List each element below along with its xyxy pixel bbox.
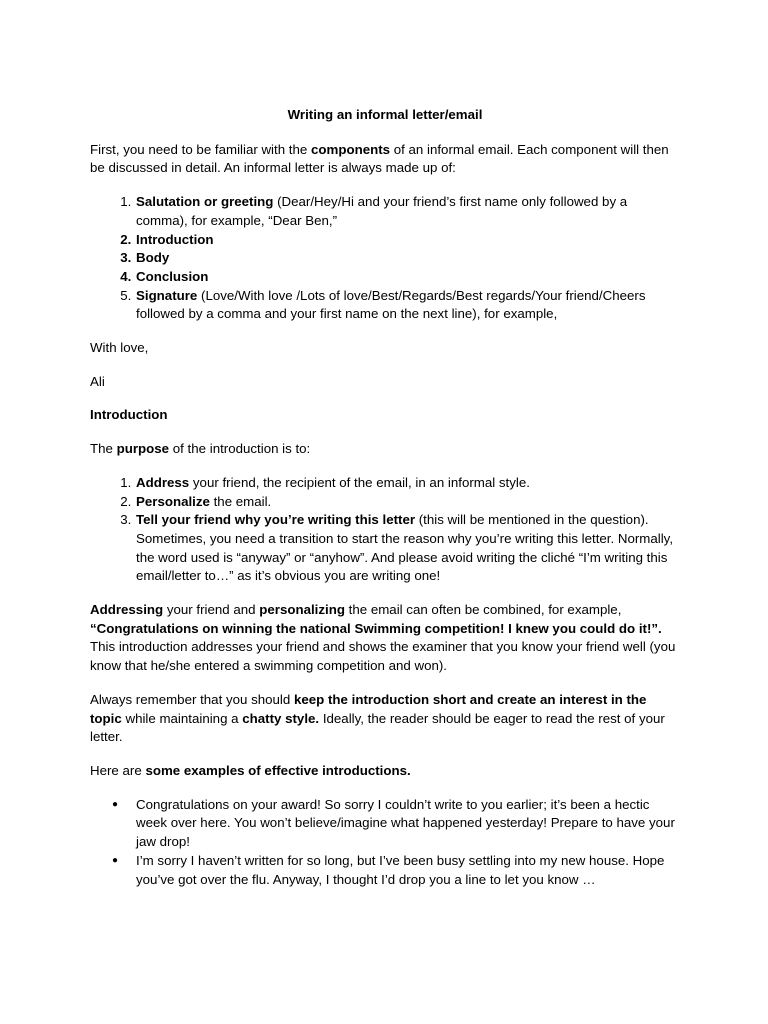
purposes-list (90, 474, 680, 586)
purpose-paragraph (90, 440, 680, 459)
intro-bold-components: components (310, 141, 391, 157)
component-label: Salutation or greeting (136, 194, 274, 210)
sign-name-line: Ali (90, 373, 105, 389)
purpose-label: Address (136, 474, 190, 490)
addressing-text-2: the email can often be combined, for example, (344, 602, 622, 618)
intro-text-2: of an informal email. Each component will then be discussed in detail. An informal letter is always made up of: (90, 141, 669, 176)
purpose-label: Tell your friend why you’re writing this letter (136, 512, 416, 528)
components-list (90, 193, 680, 324)
purpose-item-tell-why (135, 511, 680, 586)
addressing-paragraph (90, 601, 680, 676)
section-heading-text: Introduction (90, 407, 168, 423)
component-item-introduction (135, 231, 680, 250)
component-text: (Love/With love /Lots of love/Best/Regards/Best regards/Your friend/Cheers followed by a comma and your first name on the next line), for example, (136, 287, 646, 322)
examples-intro-paragraph (90, 762, 680, 781)
document-body (90, 106, 680, 904)
addressing-text-1: your friend and (163, 602, 260, 618)
component-text: (Dear/Hey/Hi and your friend’s first name only followed by a comma), for example, “Dear Ben,” (136, 194, 628, 228)
purpose-item-address (135, 474, 680, 493)
component-label: Introduction (136, 231, 214, 247)
remember-bold-2: chatty style. (242, 710, 320, 726)
component-label: Body (136, 250, 170, 266)
remember-text-3: Ideally, the reader should be eager to read the rest of your letter. (90, 710, 665, 745)
document-title: Writing an informal letter/email (287, 107, 483, 122)
purpose-bold: purpose (116, 441, 170, 457)
purpose-text-1: The (90, 441, 117, 457)
intro-paragraph (90, 141, 680, 178)
purpose-text-2: of the introduction is to: (169, 441, 311, 457)
purpose-label: Personalize (136, 493, 210, 509)
component-label: Conclusion (136, 268, 209, 284)
example-item: ● Congratulations on your award! So sorry I couldn’t write to you earlier; it’s been a hectic week over here. You won’t believe/imagine what happened yesterday! Prepare to have your jaw drop! (135, 796, 680, 852)
examples-intro-text: Here are (90, 762, 146, 778)
intro-text-1: First, you need to be familiar with the (90, 141, 311, 157)
purpose-item-personalize (135, 493, 680, 512)
addressing-bold-2: personalizing (259, 602, 345, 618)
addressing-text-3: This introduction addresses your friend and shows the examiner that you know your friend well (you know that he/she entered a swimming competition and won). (90, 639, 676, 674)
addressing-bold-quote: “Congratulations on winning the national Swimming competition! I knew you could do it!”. (90, 620, 662, 636)
component-item-signature (135, 287, 680, 324)
example-item: ● I’m sorry I haven’t written for so long, but I’ve been busy settling into my new house. Hope you’ve got over the flu. Anyway, I thought I’d drop you a line to let you know … (135, 852, 680, 889)
remember-paragraph (90, 691, 680, 747)
sign-off-line: With love, (90, 340, 149, 356)
examples-intro-bold: some examples of effective introductions. (145, 762, 411, 778)
component-item-body (135, 249, 680, 268)
purpose-text: (this will be mentioned in the question). Sometimes, you need a transition to start the reason why you’re writing this letter. Normally, the word used is “anyway” or “anyhow”. And please avoid writing the cliché “I’m writing this email/letter to…” as it’s obvious you are writing one! (136, 512, 674, 584)
component-item-salutation (135, 193, 680, 230)
component-label: Signature (136, 287, 198, 303)
purpose-text: your friend, the recipient of the email, in an informal style. (189, 474, 530, 490)
addressing-bold-1: Addressing (90, 602, 164, 618)
examples-list (90, 796, 680, 890)
purpose-text: the email. (209, 493, 272, 509)
remember-bold-1: keep the introduction short and create an interest in the topic (90, 691, 647, 726)
component-item-conclusion (135, 268, 680, 287)
section-heading-introduction (90, 406, 680, 425)
remember-text-1: Always remember that you should (90, 691, 294, 707)
remember-text-2: while maintaining a (121, 710, 243, 726)
